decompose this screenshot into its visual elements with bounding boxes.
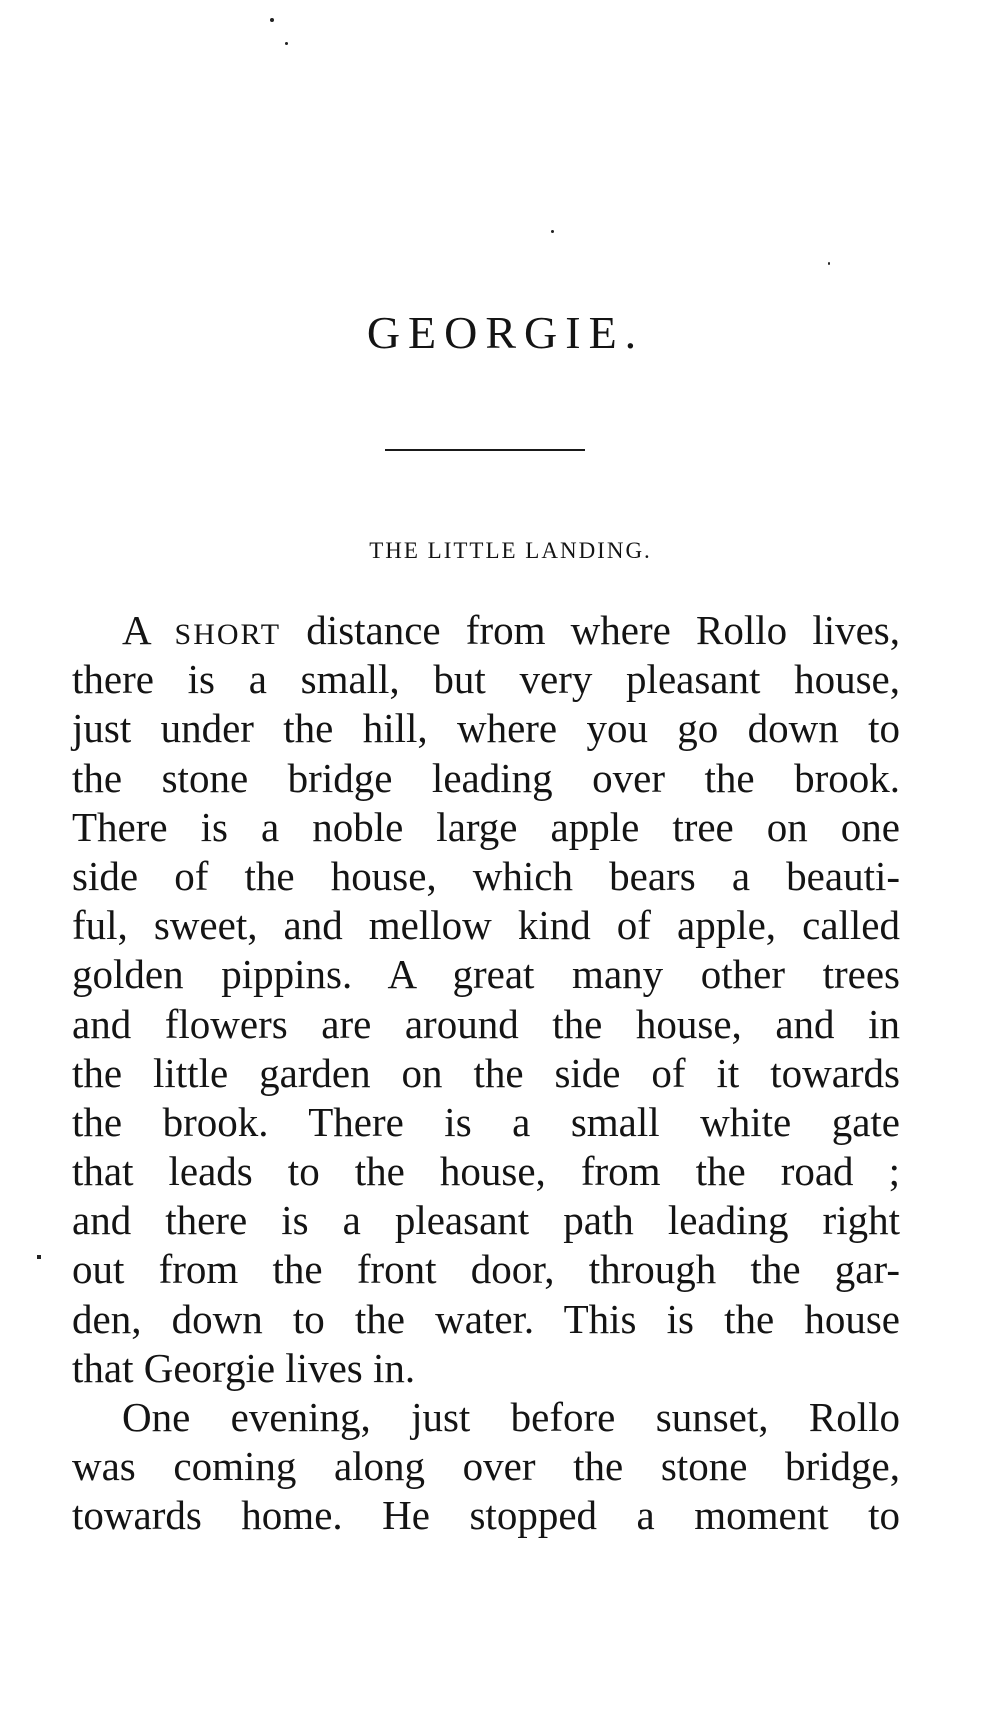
text-line: and flowers are around the house, and in	[72, 1000, 900, 1047]
text-line: towards home. He stopped a moment to	[72, 1492, 900, 1539]
text-line: den, down to the water. This is the house	[72, 1295, 900, 1342]
smallcaps-word: SHORT	[174, 618, 282, 651]
dropcap-word: A	[122, 607, 150, 653]
text-line: golden pippins. A great many other trees	[72, 951, 900, 998]
text-line: the little garden on the side of it towards	[72, 1049, 900, 1096]
text-line: there is a small, but very pleasant house,	[72, 656, 900, 703]
text-line: that leads to the house, from the road ;	[72, 1148, 900, 1195]
text-line: There is a noble large apple tree on one	[72, 803, 900, 850]
text-line: that Georgie lives in.	[72, 1344, 416, 1391]
text-line: just under the hill, where you go down to	[72, 705, 900, 752]
text-line: ful, sweet, and mellow kind of apple, called	[72, 902, 900, 949]
text-line: the stone bridge leading over the brook.	[72, 754, 900, 801]
margin-mark	[37, 1255, 41, 1259]
text-line: side of the house, which bears a beauti-	[72, 852, 900, 899]
first-line-rest: distance from where Rollo lives,	[306, 607, 901, 653]
paragraph-1	[72, 606, 900, 1393]
title-divider	[385, 449, 585, 451]
text-line: the brook. There is a small white gate	[72, 1098, 900, 1145]
print-speck	[551, 230, 554, 233]
paragraph-2	[72, 1393, 900, 1541]
print-speck	[270, 18, 274, 22]
print-speck	[828, 262, 830, 265]
text-line	[72, 606, 900, 655]
body-text	[72, 606, 900, 1541]
text-line: and there is a pleasant path leading right	[72, 1197, 900, 1244]
print-speck	[285, 42, 288, 45]
text-line: was coming along over the stone bridge,	[72, 1443, 900, 1490]
text-line: One evening, just before sunset, Rollo	[122, 1394, 900, 1440]
text-line: out from the front door, through the gar-	[72, 1246, 900, 1293]
chapter-title: GEORGIE.	[366, 307, 645, 358]
section-title: THE LITTLE LANDING.	[369, 538, 652, 563]
